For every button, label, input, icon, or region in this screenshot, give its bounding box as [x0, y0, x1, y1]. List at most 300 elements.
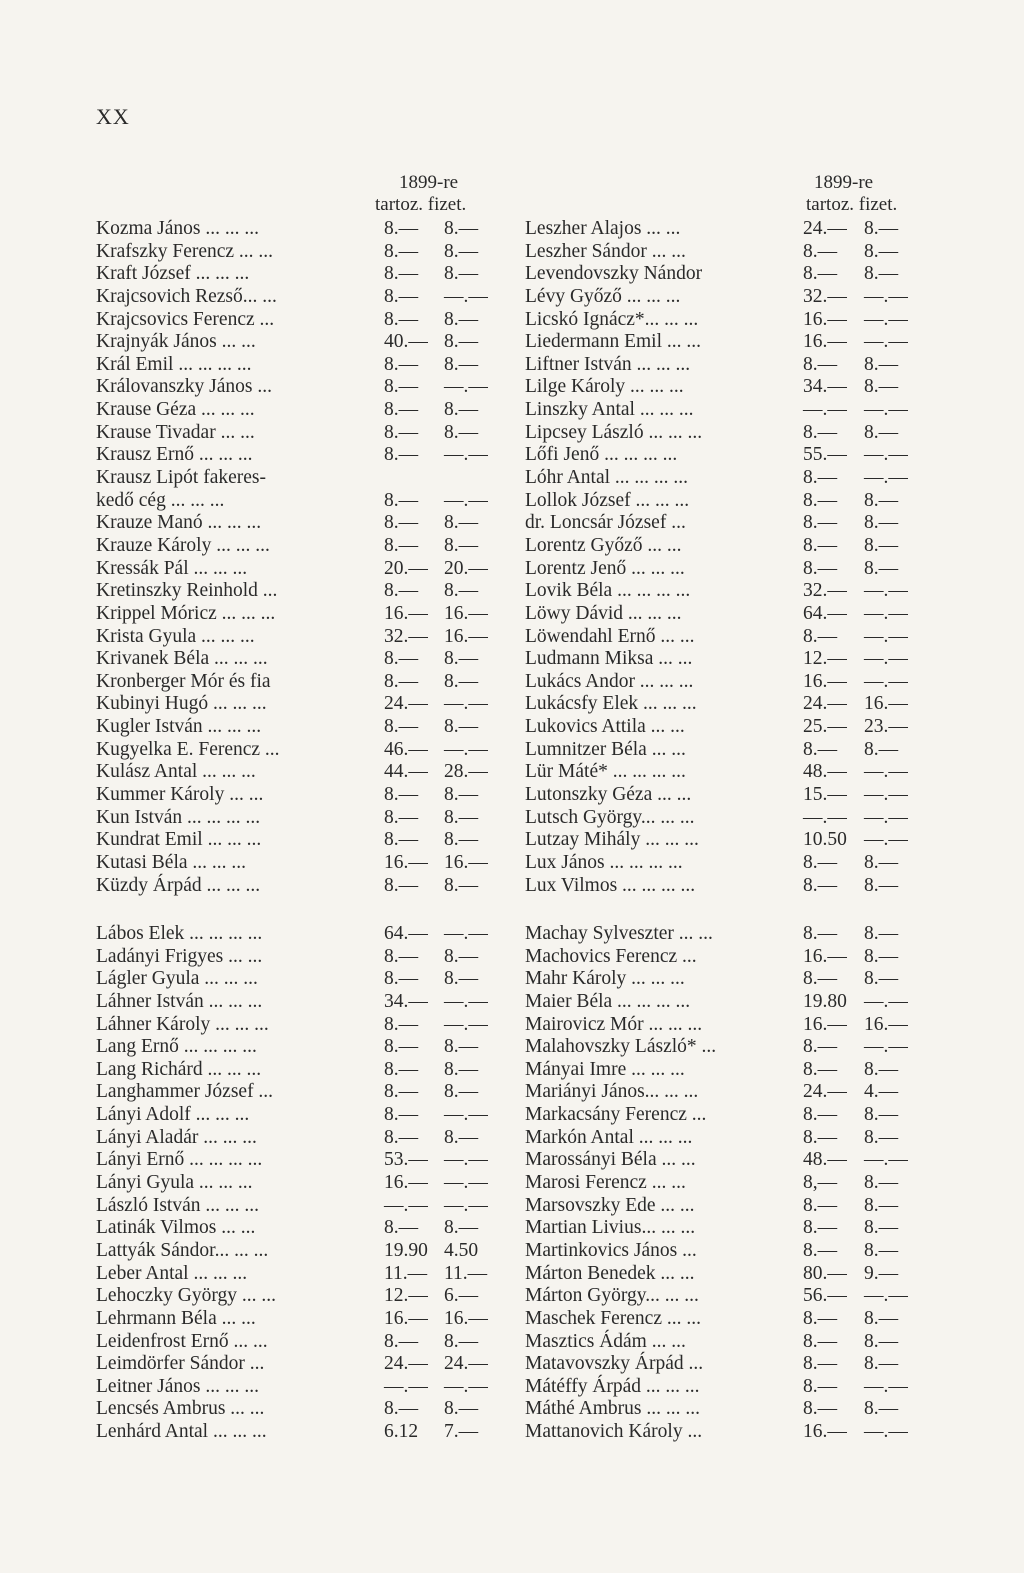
table-row: [96, 991, 500, 1014]
table-row: [96, 968, 500, 991]
member-name: Malahovszky László* ...: [525, 1036, 717, 1058]
table-row: [96, 1398, 500, 1421]
table-row: [525, 1376, 929, 1399]
table-row: [525, 829, 929, 852]
amount-paid: 8.—: [444, 829, 479, 851]
table-row: [96, 739, 500, 762]
amount-paid: 8.—: [444, 240, 479, 262]
member-name: Lábos Elek ... ... ... ...: [96, 923, 263, 944]
amount-due: 12.—: [803, 648, 847, 670]
table-row: [96, 218, 500, 241]
table-row: [96, 512, 500, 535]
amount-paid: 24.—: [444, 1353, 488, 1375]
amount-due: 8.—: [803, 489, 838, 511]
table-row: [525, 1036, 929, 1059]
amount-paid: 8.—: [864, 1398, 899, 1420]
member-name: Lévy Győző ... ... ...: [525, 285, 681, 307]
amount-paid: —.—: [864, 990, 908, 1012]
member-name: Královanszky János ...: [96, 376, 273, 398]
amount-due: 8.—: [803, 1126, 838, 1148]
amount-paid: —.—: [444, 285, 488, 307]
member-name: Krippel Móricz ... ... ...: [96, 602, 276, 624]
amount-paid: 8.—: [864, 1353, 899, 1375]
member-name: Márton Benedek ... ...: [525, 1262, 695, 1284]
member-name: Lorentz Győző ... ...: [525, 534, 682, 556]
amount-paid: —.—: [864, 648, 908, 670]
amount-due: —.—: [384, 1375, 428, 1397]
amount-due: 8.—: [384, 1126, 419, 1148]
table-row: [525, 852, 929, 875]
amount-paid: 8.—: [864, 923, 899, 944]
amount-paid: 8.—: [444, 716, 479, 738]
amount-due: 8.—: [803, 467, 838, 489]
amount-paid: 23.—: [864, 716, 908, 738]
table-row: [525, 1353, 929, 1376]
amount-due: 64.—: [803, 602, 847, 624]
member-list: [96, 923, 500, 1444]
amount-due: 8.—: [803, 512, 838, 534]
amount-paid: 8.—: [444, 399, 479, 421]
table-row: [96, 444, 500, 467]
amount-due: 24.—: [803, 693, 847, 715]
table-row: [525, 490, 929, 513]
amount-due: 8.—: [384, 670, 419, 692]
member-name: Martian Livius... ... ...: [525, 1217, 696, 1239]
table-row: [525, 1217, 929, 1240]
table-row: [96, 923, 500, 946]
amount-paid: —.—: [864, 399, 908, 421]
table-row: [525, 1331, 929, 1354]
amount-due: 40.—: [384, 331, 428, 353]
member-name: Maschek Ferencz ... ...: [525, 1307, 701, 1329]
member-name: Krajcsovics Ferencz ...: [96, 308, 275, 330]
table-row: [525, 241, 929, 264]
amount-paid: 20.—: [444, 557, 488, 579]
table-row: [96, 829, 500, 852]
member-name: Kressák Pál ... ... ...: [96, 557, 248, 579]
member-name: Lányi Aladár ... ... ...: [96, 1126, 257, 1148]
member-name: Král Emil ... ... ... ...: [96, 353, 252, 375]
amount-due: 8.—: [384, 285, 419, 307]
member-name: Kraft József ... ... ...: [96, 263, 250, 285]
member-name: Krausz Lipót fakeres-: [96, 467, 267, 489]
amount-paid: 4.—: [864, 1081, 899, 1103]
member-name: Lang Ernő ... ... ... ...: [96, 1036, 257, 1058]
table-row: [96, 286, 500, 309]
table-row: [96, 1081, 500, 1104]
member-name: Lenhárd Antal ... ... ...: [96, 1421, 267, 1443]
amount-due: 8.—: [803, 1194, 838, 1216]
member-name: Kugyelka E. Ferencz ...: [96, 738, 280, 760]
amount-paid: 6.—: [444, 1285, 479, 1307]
amount-due: 56.—: [803, 1285, 847, 1307]
table-row: [96, 875, 500, 898]
amount-paid: —.—: [444, 1375, 488, 1397]
table-row: [96, 1059, 500, 1082]
member-name: Lutonszky Géza ... ...: [525, 784, 692, 806]
member-name: Mátéffy Árpád ... ... ...: [525, 1375, 700, 1397]
amount-paid: 16.—: [444, 602, 488, 624]
table-row: [525, 399, 929, 422]
amount-paid: —.—: [864, 829, 908, 851]
table-row: [525, 968, 929, 991]
member-name: Krause Géza ... ... ...: [96, 399, 255, 421]
member-name: Lencsés Ambrus ... ...: [96, 1398, 265, 1420]
member-name: Krause Tivadar ... ...: [96, 421, 255, 443]
member-name: Martinkovics János ...: [525, 1239, 697, 1261]
member-name: Krajnyák János ... ...: [96, 331, 256, 353]
amount-due: 6.12: [384, 1421, 419, 1443]
amount-paid: 8.—: [864, 376, 899, 398]
amount-paid: —.—: [864, 1036, 908, 1058]
member-name: Lehoczky György ... ...: [96, 1285, 276, 1307]
member-name: Kozma János ... ... ...: [96, 218, 260, 239]
amount-due: 8.—: [384, 399, 419, 421]
amount-due: 8.—: [384, 1058, 419, 1080]
amount-due: 32.—: [803, 285, 847, 307]
table-row: [525, 875, 929, 898]
table-row: [525, 784, 929, 807]
amount-paid: 8.—: [444, 945, 479, 967]
amount-due: 8.—: [384, 353, 419, 375]
amount-paid: —.—: [444, 1149, 488, 1171]
amount-paid: —.—: [444, 1172, 488, 1194]
amount-due: 53.—: [384, 1149, 428, 1171]
table-row: [96, 1376, 500, 1399]
amount-due: 16.—: [803, 945, 847, 967]
amount-due: 8.—: [384, 240, 419, 262]
amount-due: 8.—: [384, 1013, 419, 1035]
member-name: Löwy Dávid ... ... ...: [525, 602, 682, 624]
amount-due: 46.—: [384, 738, 428, 760]
amount-paid: 8.—: [864, 534, 899, 556]
table-row: [525, 739, 929, 762]
table-row: [525, 626, 929, 649]
amount-paid: —.—: [864, 444, 908, 466]
member-name: Kulász Antal ... ... ...: [96, 761, 256, 783]
amount-due: 8.—: [803, 1398, 838, 1420]
member-name: Láhner István ... ... ...: [96, 990, 263, 1012]
table-row: [525, 648, 929, 671]
table-row: [525, 693, 929, 716]
amount-paid: 16.—: [864, 693, 908, 715]
member-name: Lollok József ... ... ...: [525, 489, 690, 511]
member-name: Kugler István ... ... ...: [96, 716, 262, 738]
amount-paid: 8.—: [444, 968, 479, 990]
member-name: Marsovszky Ede ... ...: [525, 1194, 695, 1216]
member-name: Masztics Ádám ... ...: [525, 1330, 686, 1352]
amount-due: 20.—: [384, 557, 428, 579]
table-row: [96, 535, 500, 558]
amount-paid: —.—: [864, 670, 908, 692]
member-name: Ladányi Frigyes ... ...: [96, 945, 263, 967]
table-row: [96, 1127, 500, 1150]
amount-due: 8.—: [803, 353, 838, 375]
amount-due: 8.—: [384, 308, 419, 330]
amount-due: 8.—: [384, 784, 419, 806]
amount-due: 8.—: [803, 557, 838, 579]
member-name: Lux János ... ... ... ...: [525, 851, 683, 873]
amount-paid: 8.—: [864, 1172, 899, 1194]
amount-paid: 8.—: [864, 1307, 899, 1329]
table-row: [96, 784, 500, 807]
table-row: [96, 1308, 500, 1331]
amount-due: 8.—: [384, 1036, 419, 1058]
table-row: [96, 693, 500, 716]
table-row: [525, 467, 929, 490]
amount-paid: 9.—: [864, 1262, 899, 1284]
member-name: Lür Máté* ... ... ... ...: [525, 761, 686, 783]
amount-paid: —.—: [864, 1421, 908, 1443]
table-row: [525, 1195, 929, 1218]
amount-paid: 8.—: [864, 874, 899, 896]
table-row: [525, 512, 929, 535]
member-name: Krajcsovich Rezső... ...: [96, 285, 277, 307]
member-list: [525, 218, 929, 897]
amount-paid: 8.—: [444, 670, 479, 692]
amount-paid: 8.—: [444, 512, 479, 534]
amount-due: 24.—: [384, 1353, 428, 1375]
member-name: Marossányi Béla ... ...: [525, 1149, 696, 1171]
amount-paid: 8.—: [444, 331, 479, 353]
amount-due: 8.—: [803, 1058, 838, 1080]
amount-paid: 8.—: [864, 263, 899, 285]
table-row: [96, 1149, 500, 1172]
table-row: [96, 761, 500, 784]
member-list: [96, 218, 500, 897]
table-row: [525, 218, 929, 241]
amount-due: 16.—: [803, 1013, 847, 1035]
amount-paid: —.—: [444, 738, 488, 760]
amount-paid: —.—: [864, 806, 908, 828]
table-row: [96, 603, 500, 626]
amount-paid: 8.—: [444, 1058, 479, 1080]
table-row: [525, 761, 929, 784]
member-name: Leber Antal ... ... ...: [96, 1262, 248, 1284]
amount-due: —.—: [384, 1194, 428, 1216]
member-name: Lilge Károly ... ... ...: [525, 376, 684, 398]
amount-due: 12.—: [384, 1285, 428, 1307]
amount-paid: 8.—: [864, 240, 899, 262]
amount-due: 8,—: [803, 1172, 838, 1194]
amount-paid: —.—: [864, 1375, 908, 1397]
amount-due: —.—: [803, 399, 847, 421]
amount-due: 15.—: [803, 784, 847, 806]
member-name: Leszher Alajos ... ...: [525, 218, 681, 239]
member-name: Lányi Adolf ... ... ...: [96, 1104, 250, 1126]
table-row: [96, 1421, 500, 1444]
amount-due: 16.—: [803, 308, 847, 330]
amount-due: 24.—: [384, 693, 428, 715]
member-name: Máthé Ambrus ... ... ...: [525, 1398, 700, 1420]
table-row: [96, 946, 500, 969]
member-name: Latinák Vilmos ... ...: [96, 1217, 256, 1239]
amount-paid: 8.—: [864, 489, 899, 511]
amount-paid: 16.—: [444, 625, 488, 647]
member-name: Lukácsfy Elek ... ... ...: [525, 693, 697, 715]
page-number: XX: [96, 104, 130, 129]
member-name: Krauze Manó ... ... ...: [96, 512, 262, 534]
table-row: [96, 648, 500, 671]
member-name: dr. Loncsár József ...: [525, 512, 686, 534]
member-name: Markón Antal ... ... ...: [525, 1126, 693, 1148]
table-row: [525, 580, 929, 603]
amount-due: 24.—: [803, 218, 847, 239]
table-row: [96, 467, 500, 490]
member-name: Leimdörfer Sándor ...: [96, 1353, 265, 1375]
amount-paid: 8.—: [864, 1239, 899, 1261]
member-name: Ludmann Miksa ... ...: [525, 648, 693, 670]
amount-due: 16.—: [384, 1307, 428, 1329]
amount-paid: 8.—: [444, 784, 479, 806]
table-row: [96, 852, 500, 875]
table-row: [525, 923, 929, 946]
table-row: [525, 1059, 929, 1082]
member-name: Lipcsey László ... ... ...: [525, 421, 703, 443]
table-row: [525, 1081, 929, 1104]
table-row: [525, 946, 929, 969]
amount-due: 8.—: [384, 218, 419, 239]
amount-due: 8.—: [803, 1104, 838, 1126]
amount-paid: —.—: [444, 923, 488, 944]
amount-paid: 7.—: [444, 1421, 479, 1443]
table-row: [525, 263, 929, 286]
amount-due: 8.—: [384, 806, 419, 828]
table-row: [525, 331, 929, 354]
amount-paid: 11.—: [444, 1262, 488, 1284]
table-row: [96, 671, 500, 694]
amount-due: 8.—: [803, 1307, 838, 1329]
member-name: Liedermann Emil ... ...: [525, 331, 701, 353]
amount-paid: 8.—: [864, 421, 899, 443]
amount-paid: —.—: [864, 784, 908, 806]
table-row: [525, 716, 929, 739]
amount-paid: —.—: [864, 580, 908, 602]
amount-due: 11.—: [384, 1262, 428, 1284]
amount-paid: 8.—: [864, 1330, 899, 1352]
column-header-subtitle: tartoz. fizet.: [806, 194, 898, 215]
member-name: Matavovszky Árpád ...: [525, 1353, 704, 1375]
member-name: Láhner Károly ... ... ...: [96, 1013, 269, 1035]
member-name: Lányi Gyula ... ... ...: [96, 1172, 253, 1194]
member-name: Kun István ... ... ... ...: [96, 806, 261, 828]
amount-paid: —.—: [444, 376, 488, 398]
member-name: Kutasi Béla ... ... ...: [96, 851, 247, 873]
member-name: Lóhr Antal ... ... ... ...: [525, 467, 689, 489]
amount-paid: 8.—: [444, 1398, 479, 1420]
amount-paid: 8.—: [864, 1104, 899, 1126]
table-row: [96, 241, 500, 264]
table-row: [525, 1308, 929, 1331]
member-name: Márton György... ... ...: [525, 1285, 699, 1307]
table-row: [96, 1104, 500, 1127]
table-row: [96, 716, 500, 739]
amount-due: 64.—: [384, 923, 428, 944]
member-name: Leszher Sándor ... ...: [525, 240, 686, 262]
amount-paid: 8.—: [864, 945, 899, 967]
amount-due: 8.—: [803, 263, 838, 285]
amount-due: 48.—: [803, 761, 847, 783]
amount-due: 8.—: [803, 1036, 838, 1058]
amount-paid: 8.—: [444, 218, 479, 239]
table-row: [96, 1172, 500, 1195]
table-row: [525, 1285, 929, 1308]
member-name: Lutzay Mihály ... ... ...: [525, 829, 699, 851]
amount-due: 55.—: [803, 444, 847, 466]
table-row: [96, 399, 500, 422]
member-name: Lux Vilmos ... ... ... ...: [525, 874, 696, 896]
amount-paid: 8.—: [864, 851, 899, 873]
table-row: [525, 1263, 929, 1286]
amount-paid: 8.—: [864, 1058, 899, 1080]
amount-paid: 8.—: [444, 874, 479, 896]
amount-due: 8.—: [384, 716, 419, 738]
table-row: [525, 1172, 929, 1195]
amount-paid: —.—: [864, 285, 908, 307]
amount-due: 32.—: [803, 580, 847, 602]
amount-due: 32.—: [384, 625, 428, 647]
amount-paid: 8.—: [444, 1081, 479, 1103]
member-list: [525, 923, 929, 1444]
amount-due: 8.—: [384, 1398, 419, 1420]
amount-due: 16.—: [803, 1421, 847, 1443]
member-name: Mahr Károly ... ... ...: [525, 968, 685, 990]
amount-paid: 8.—: [444, 580, 479, 602]
table-row: [525, 1398, 929, 1421]
table-row: [96, 263, 500, 286]
amount-paid: 8.—: [864, 557, 899, 579]
amount-due: 19.80: [803, 990, 847, 1012]
amount-paid: —.—: [444, 1194, 488, 1216]
member-name: Kundrat Emil ... ... ...: [96, 829, 262, 851]
amount-due: 8.—: [384, 1081, 419, 1103]
table-row: [96, 807, 500, 830]
amount-due: 8.—: [384, 534, 419, 556]
amount-due: 16.—: [384, 1172, 428, 1194]
member-name: Kummer Károly ... ...: [96, 784, 264, 806]
member-name: Machay Sylveszter ... ...: [525, 923, 713, 944]
amount-due: 80.—: [803, 1262, 847, 1284]
amount-paid: 8.—: [444, 263, 479, 285]
column-header-year: 1899-re: [814, 172, 874, 193]
table-row: [96, 1217, 500, 1240]
table-row: [525, 1149, 929, 1172]
member-name: László István ... ... ...: [96, 1194, 260, 1216]
table-row: [96, 626, 500, 649]
table-row: [525, 354, 929, 377]
member-name: Lőfi Jenő ... ... ... ...: [525, 444, 678, 466]
member-name: Kronberger Mór és fia: [96, 670, 271, 692]
member-name: Lágler Gyula ... ... ...: [96, 968, 258, 990]
amount-paid: 8.—: [444, 1217, 479, 1239]
amount-due: 8.—: [384, 512, 419, 534]
member-name: Mattanovich Károly ...: [525, 1421, 703, 1443]
table-row: [96, 331, 500, 354]
member-name: Levendovszky Nándor: [525, 263, 703, 285]
member-name: Liftner István ... ... ...: [525, 353, 691, 375]
member-name: Licskó Ignácz*... ... ...: [525, 308, 699, 330]
amount-due: 10.50: [803, 829, 847, 851]
amount-paid: —.—: [444, 693, 488, 715]
member-name: Kubinyi Hugó ... ... ...: [96, 693, 267, 715]
amount-due: 8.—: [803, 1375, 838, 1397]
amount-due: 34.—: [384, 990, 428, 1012]
amount-due: 8.—: [384, 580, 419, 602]
member-name: Langhammer József ...: [96, 1081, 274, 1103]
member-name: Linszky Antal ... ... ...: [525, 399, 694, 421]
member-name: Lattyák Sándor... ... ...: [96, 1239, 269, 1261]
amount-due: 8.—: [384, 444, 419, 466]
